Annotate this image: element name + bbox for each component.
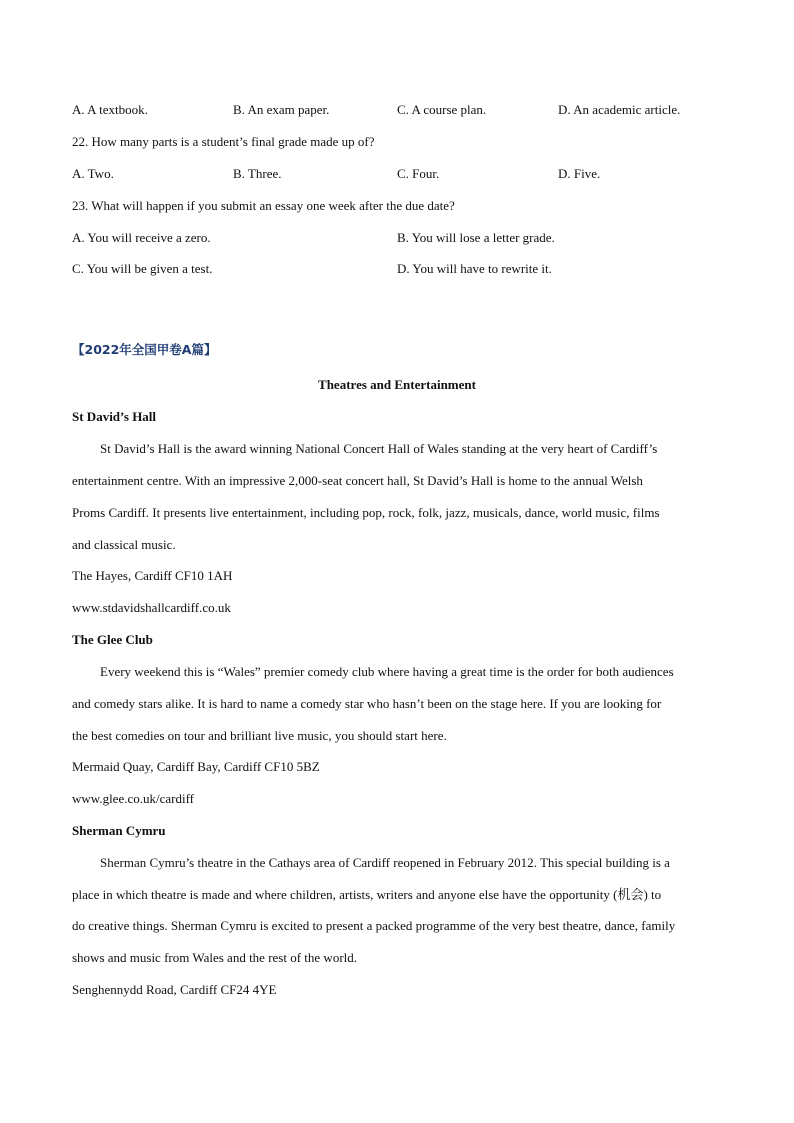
q23-option-d: D. You will have to rewrite it. [397, 261, 552, 276]
venue-description-line: and classical music. [72, 537, 176, 552]
section-tag: 【2022年全国甲卷A篇】 [72, 342, 217, 357]
venue-description-line: shows and music from Wales and the rest of the world. [72, 950, 358, 965]
venue-address: Senghennydd Road, Cardiff CF24 4YE [72, 982, 277, 997]
q23-option-c: C. You will be given a test. [72, 261, 213, 276]
venue-description-line: the best comedies on tour and brilliant live music, you should start here. [72, 728, 447, 743]
q23-option-a: A. You will receive a zero. [72, 230, 211, 245]
venue-name-sherman-cymru: Sherman Cymru [72, 823, 166, 838]
venue-name-st-davids-hall: St David’s Hall [72, 409, 157, 424]
venue-description-line: Proms Cardiff. It presents live entertainment, including pop, rock, folk, jazz, musicals, dance, world music, films [72, 505, 660, 520]
venue-address: Mermaid Quay, Cardiff Bay, Cardiff CF10 5BZ [72, 759, 320, 774]
venue-website: www.stdavidshallcardiff.co.uk [72, 600, 231, 615]
venue-description-line: and comedy stars alike. It is hard to name a comedy star who hasn’t been on the stage here. If you are looking for [72, 696, 662, 711]
q22-option-c: C. Four. [397, 166, 440, 181]
venue-name-glee-club: The Glee Club [72, 632, 153, 647]
q21-option-b: B. An exam paper. [233, 102, 330, 117]
q22-stem: 22. How many parts is a student’s final grade made up of? [72, 134, 375, 149]
venue-description-line: Every weekend this is “Wales” premier comedy club where having a great time is the order for both audiences [100, 664, 674, 679]
q22-options [72, 166, 732, 182]
q21-option-a: A. A textbook. [72, 102, 148, 117]
venue-description-line: St David’s Hall is the award winning National Concert Hall of Wales standing at the very heart of Cardiff’s [100, 441, 658, 456]
q22-option-a: A. Two. [72, 166, 114, 181]
q23-stem: 23. What will happen if you submit an essay one week after the due date? [72, 198, 455, 213]
passage-title: Theatres and Entertainment [318, 377, 476, 392]
venue-description-line: Sherman Cymru’s theatre in the Cathays area of Cardiff reopened in February 2012. This special building is a [100, 855, 670, 870]
venue-description-line: do creative things. Sherman Cymru is excited to present a packed programme of the very best theatre, dance, family [72, 918, 676, 933]
q22-option-d: D. Five. [558, 166, 601, 181]
q23-options-row1 [72, 230, 732, 246]
venue-address: The Hayes, Cardiff CF10 1AH [72, 568, 233, 583]
q21-option-d: D. An academic article. [558, 102, 681, 117]
q23-option-b: B. You will lose a letter grade. [397, 230, 555, 245]
venue-description-line: entertainment centre. With an impressive 2,000-seat concert hall, St David’s Hall is home to the annual Welsh [72, 473, 643, 488]
venue-description-line: place in which theatre is made and where children, artists, writers and anyone else have the opportunity (机会) to [72, 887, 662, 902]
q21-option-c: C. A course plan. [397, 102, 487, 117]
q21-options [72, 102, 732, 118]
q22-option-b: B. Three. [233, 166, 282, 181]
q23-options-row2 [72, 261, 732, 277]
venue-website: www.glee.co.uk/cardiff [72, 791, 195, 806]
